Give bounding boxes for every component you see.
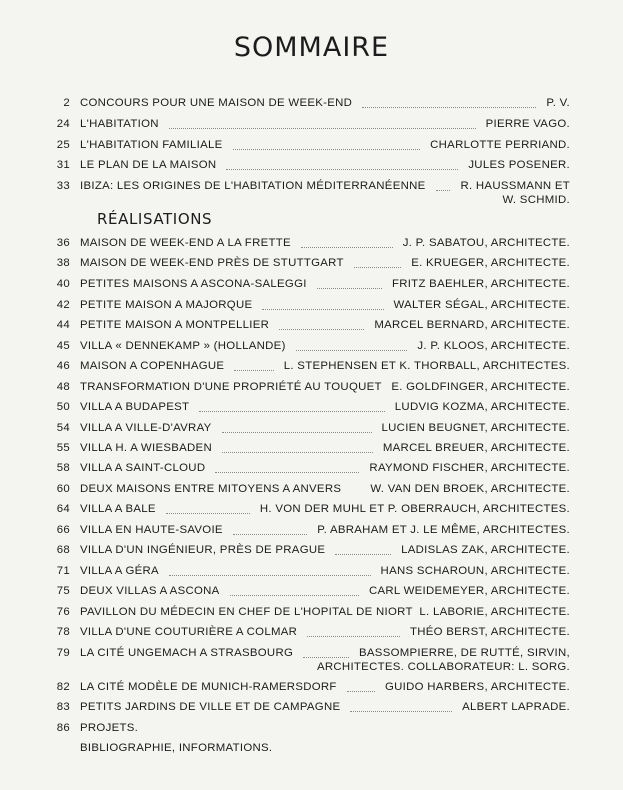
page-number: 44 bbox=[56, 319, 70, 331]
dot-leader bbox=[279, 328, 364, 330]
page-number: 50 bbox=[56, 401, 70, 413]
entry-title: DEUX VILLAS A ASCONA bbox=[80, 585, 220, 597]
entry-author: E. KRUEGER, ARCHITECTE. bbox=[411, 257, 570, 269]
dot-leader bbox=[296, 349, 407, 351]
entry-title: CONCOURS POUR UNE MAISON DE WEEK-END bbox=[80, 97, 353, 109]
dot-leader bbox=[303, 656, 349, 658]
dot-leader bbox=[307, 635, 400, 637]
dot-leader bbox=[354, 266, 401, 268]
entry-title: VILLA H. A WIESBADEN bbox=[80, 442, 212, 454]
dot-leader bbox=[362, 106, 536, 108]
page-number: 46 bbox=[56, 360, 70, 372]
page-number: 64 bbox=[56, 503, 70, 515]
entry-author-continued: W. SCHMID. bbox=[502, 194, 570, 206]
page-number: 68 bbox=[56, 544, 70, 556]
entry-title: VILLA D'UN INGÉNIEUR, PRÈS DE PRAGUE bbox=[80, 544, 326, 556]
entry-author: BASSOMPIERRE, DE RUTTÉ, SIRVIN, bbox=[359, 647, 570, 659]
entry-title: LA CITÉ UNGEMACH A STRASBOURG bbox=[80, 647, 294, 659]
entry-author: LADISLAS ZAK, ARCHITECTE. bbox=[401, 544, 570, 556]
dot-leader bbox=[169, 127, 476, 129]
page-number: 48 bbox=[56, 381, 70, 393]
entry-author: P. V. bbox=[546, 97, 570, 109]
dot-leader bbox=[347, 690, 375, 692]
entry-title: VILLA A BALE bbox=[80, 503, 156, 515]
page-number: 75 bbox=[56, 585, 70, 597]
entry-author: THÉO BERST, ARCHITECTE. bbox=[409, 626, 570, 638]
page-number: 24 bbox=[56, 118, 70, 130]
page-number: 71 bbox=[56, 565, 70, 577]
page-number: 45 bbox=[56, 340, 70, 352]
page-number: 60 bbox=[56, 483, 70, 495]
dot-leader bbox=[199, 410, 385, 412]
entry-title: VILLA A BUDAPEST bbox=[80, 401, 190, 413]
page-number: 54 bbox=[56, 422, 70, 434]
page-number: 40 bbox=[56, 278, 70, 290]
dot-leader bbox=[222, 451, 373, 453]
entry-author: LUDVIG KOZMA, ARCHITECTE. bbox=[394, 401, 570, 413]
entry-author: R. HAUSSMANN ET bbox=[460, 180, 570, 192]
entry-author: ALBERT LAPRADE. bbox=[462, 701, 570, 713]
entry-author: W. VAN DEN BROEK, ARCHITECTE. bbox=[370, 483, 570, 495]
entry-title: VILLA « DENNEKAMP » (HOLLANDE) bbox=[80, 340, 286, 352]
entry-title: VILLA A SAINT-CLOUD bbox=[80, 462, 206, 474]
page-number: 25 bbox=[56, 139, 70, 151]
entry-title: BIBLIOGRAPHIE, INFORMATIONS. bbox=[80, 742, 273, 754]
dot-leader bbox=[233, 533, 307, 535]
entry-author-continued: ARCHITECTES. COLLABORATEUR: L. SORG. bbox=[316, 661, 570, 673]
dot-leader bbox=[215, 471, 359, 473]
entry-author: JULES POSENER. bbox=[468, 159, 570, 171]
entry-author: RAYMOND FISCHER, ARCHITECTE. bbox=[369, 462, 570, 474]
entry-title: VILLA A GÉRA bbox=[80, 565, 159, 577]
page-number: 82 bbox=[56, 681, 70, 693]
entry-title: PETITE MAISON A MONTPELLIER bbox=[80, 319, 270, 331]
entry-author: MARCEL BERNARD, ARCHITECTE. bbox=[374, 319, 570, 331]
entry-title: VILLA D'UNE COUTURIÈRE A COLMAR bbox=[80, 626, 298, 638]
entry-title: L'HABITATION bbox=[80, 118, 159, 130]
entry-title: PROJETS. bbox=[80, 722, 139, 734]
entry-author: MARCEL BREUER, ARCHITECTE. bbox=[382, 442, 570, 454]
entry-author: J. P. SABATOU, ARCHITECTE. bbox=[402, 237, 570, 249]
entry-author: P. ABRAHAM ET J. LE MÊME, ARCHITECTES. bbox=[317, 524, 570, 536]
entry-author: LUCIEN BEUGNET, ARCHITECTE. bbox=[381, 422, 570, 434]
entry-title: VILLA EN HAUTE-SAVOIE bbox=[80, 524, 223, 536]
entry-title: TRANSFORMATION D'UNE PROPRIÉTÉ AU TOUQUET bbox=[80, 381, 382, 393]
entry-author: GUIDO HARBERS, ARCHITECTE. bbox=[384, 681, 570, 693]
entry-title: IBIZA: LES ORIGINES DE L'HABITATION MÉDITERRANÉENNE bbox=[80, 180, 426, 192]
entry-title: PETITS JARDINS DE VILLE ET DE CAMPAGNE bbox=[80, 701, 341, 713]
entry-author: CHARLOTTE PERRIAND. bbox=[430, 139, 570, 151]
entry-author: L. LABORIE, ARCHITECTE. bbox=[419, 606, 570, 618]
dot-leader bbox=[350, 710, 452, 712]
entry-author: E. GOLDFINGER, ARCHITECTE. bbox=[391, 381, 570, 393]
entry-title: DEUX MAISONS ENTRE MITOYENS A ANVERS bbox=[80, 483, 342, 495]
page-number: 31 bbox=[56, 159, 70, 171]
entry-author: PIERRE VAGO. bbox=[485, 118, 570, 130]
page-number: 55 bbox=[56, 442, 70, 454]
entry-title: LE PLAN DE LA MAISON bbox=[80, 159, 217, 171]
page-title: SOMMAIRE bbox=[233, 32, 390, 63]
page-number: 2 bbox=[63, 97, 70, 109]
entry-title: PETITE MAISON A MAJORQUE bbox=[80, 299, 253, 311]
page-number: 83 bbox=[56, 701, 70, 713]
dot-leader bbox=[317, 287, 382, 289]
dot-leader bbox=[233, 148, 420, 150]
page-number: 36 bbox=[56, 237, 70, 249]
entry-title: PETITES MAISONS A ASCONA-SALEGGI bbox=[80, 278, 307, 290]
entry-title: LA CITÉ MODÈLE DE MUNICH-RAMERSDORF bbox=[80, 681, 337, 693]
entry-title: MAISON A COPENHAGUE bbox=[80, 360, 225, 372]
page-number: 66 bbox=[56, 524, 70, 536]
page-number: 58 bbox=[56, 462, 70, 474]
dot-leader bbox=[169, 574, 371, 576]
dot-leader bbox=[262, 308, 384, 310]
dot-leader bbox=[335, 553, 391, 555]
entry-title: L'HABITATION FAMILIALE bbox=[80, 139, 223, 151]
page-number: 33 bbox=[56, 180, 70, 192]
entry-author: CARL WEIDEMEYER, ARCHITECTE. bbox=[368, 585, 570, 597]
entry-author: WALTER SÉGAL, ARCHITECTE. bbox=[393, 299, 570, 311]
entry-author: HANS SCHAROUN, ARCHITECTE. bbox=[380, 565, 570, 577]
page-number: 86 bbox=[56, 722, 70, 734]
entry-title: MAISON DE WEEK-END A LA FRETTE bbox=[80, 237, 291, 249]
entry-title: MAISON DE WEEK-END PRÈS DE STUTTGART bbox=[80, 257, 344, 269]
entry-author: L. STEPHENSEN ET K. THORBALL, ARCHITECTES. bbox=[283, 360, 570, 372]
section-title: RÉALISATIONS bbox=[97, 210, 213, 228]
dot-leader bbox=[234, 369, 274, 371]
dot-leader bbox=[230, 594, 359, 596]
page-number: 79 bbox=[56, 647, 70, 659]
dot-leader bbox=[436, 189, 450, 191]
dot-leader bbox=[301, 246, 393, 248]
page-number: 38 bbox=[56, 257, 70, 269]
entry-author: FRITZ BAEHLER, ARCHITECTE. bbox=[391, 278, 570, 290]
entry-title: VILLA A VILLE-D'AVRAY bbox=[80, 422, 212, 434]
dot-leader bbox=[226, 168, 458, 170]
page-number: 76 bbox=[56, 606, 70, 618]
dot-leader bbox=[222, 431, 372, 433]
entry-author: J. P. KLOOS, ARCHITECTE. bbox=[417, 340, 570, 352]
page-number: 78 bbox=[56, 626, 70, 638]
page-number: 42 bbox=[56, 299, 70, 311]
entry-title: PAVILLON DU MÉDECIN EN CHEF DE L'HOPITAL DE NIORT bbox=[80, 606, 413, 618]
dot-leader bbox=[166, 512, 250, 514]
entry-author: H. VON DER MUHL ET P. OBERRAUCH, ARCHITECTES. bbox=[259, 503, 570, 515]
